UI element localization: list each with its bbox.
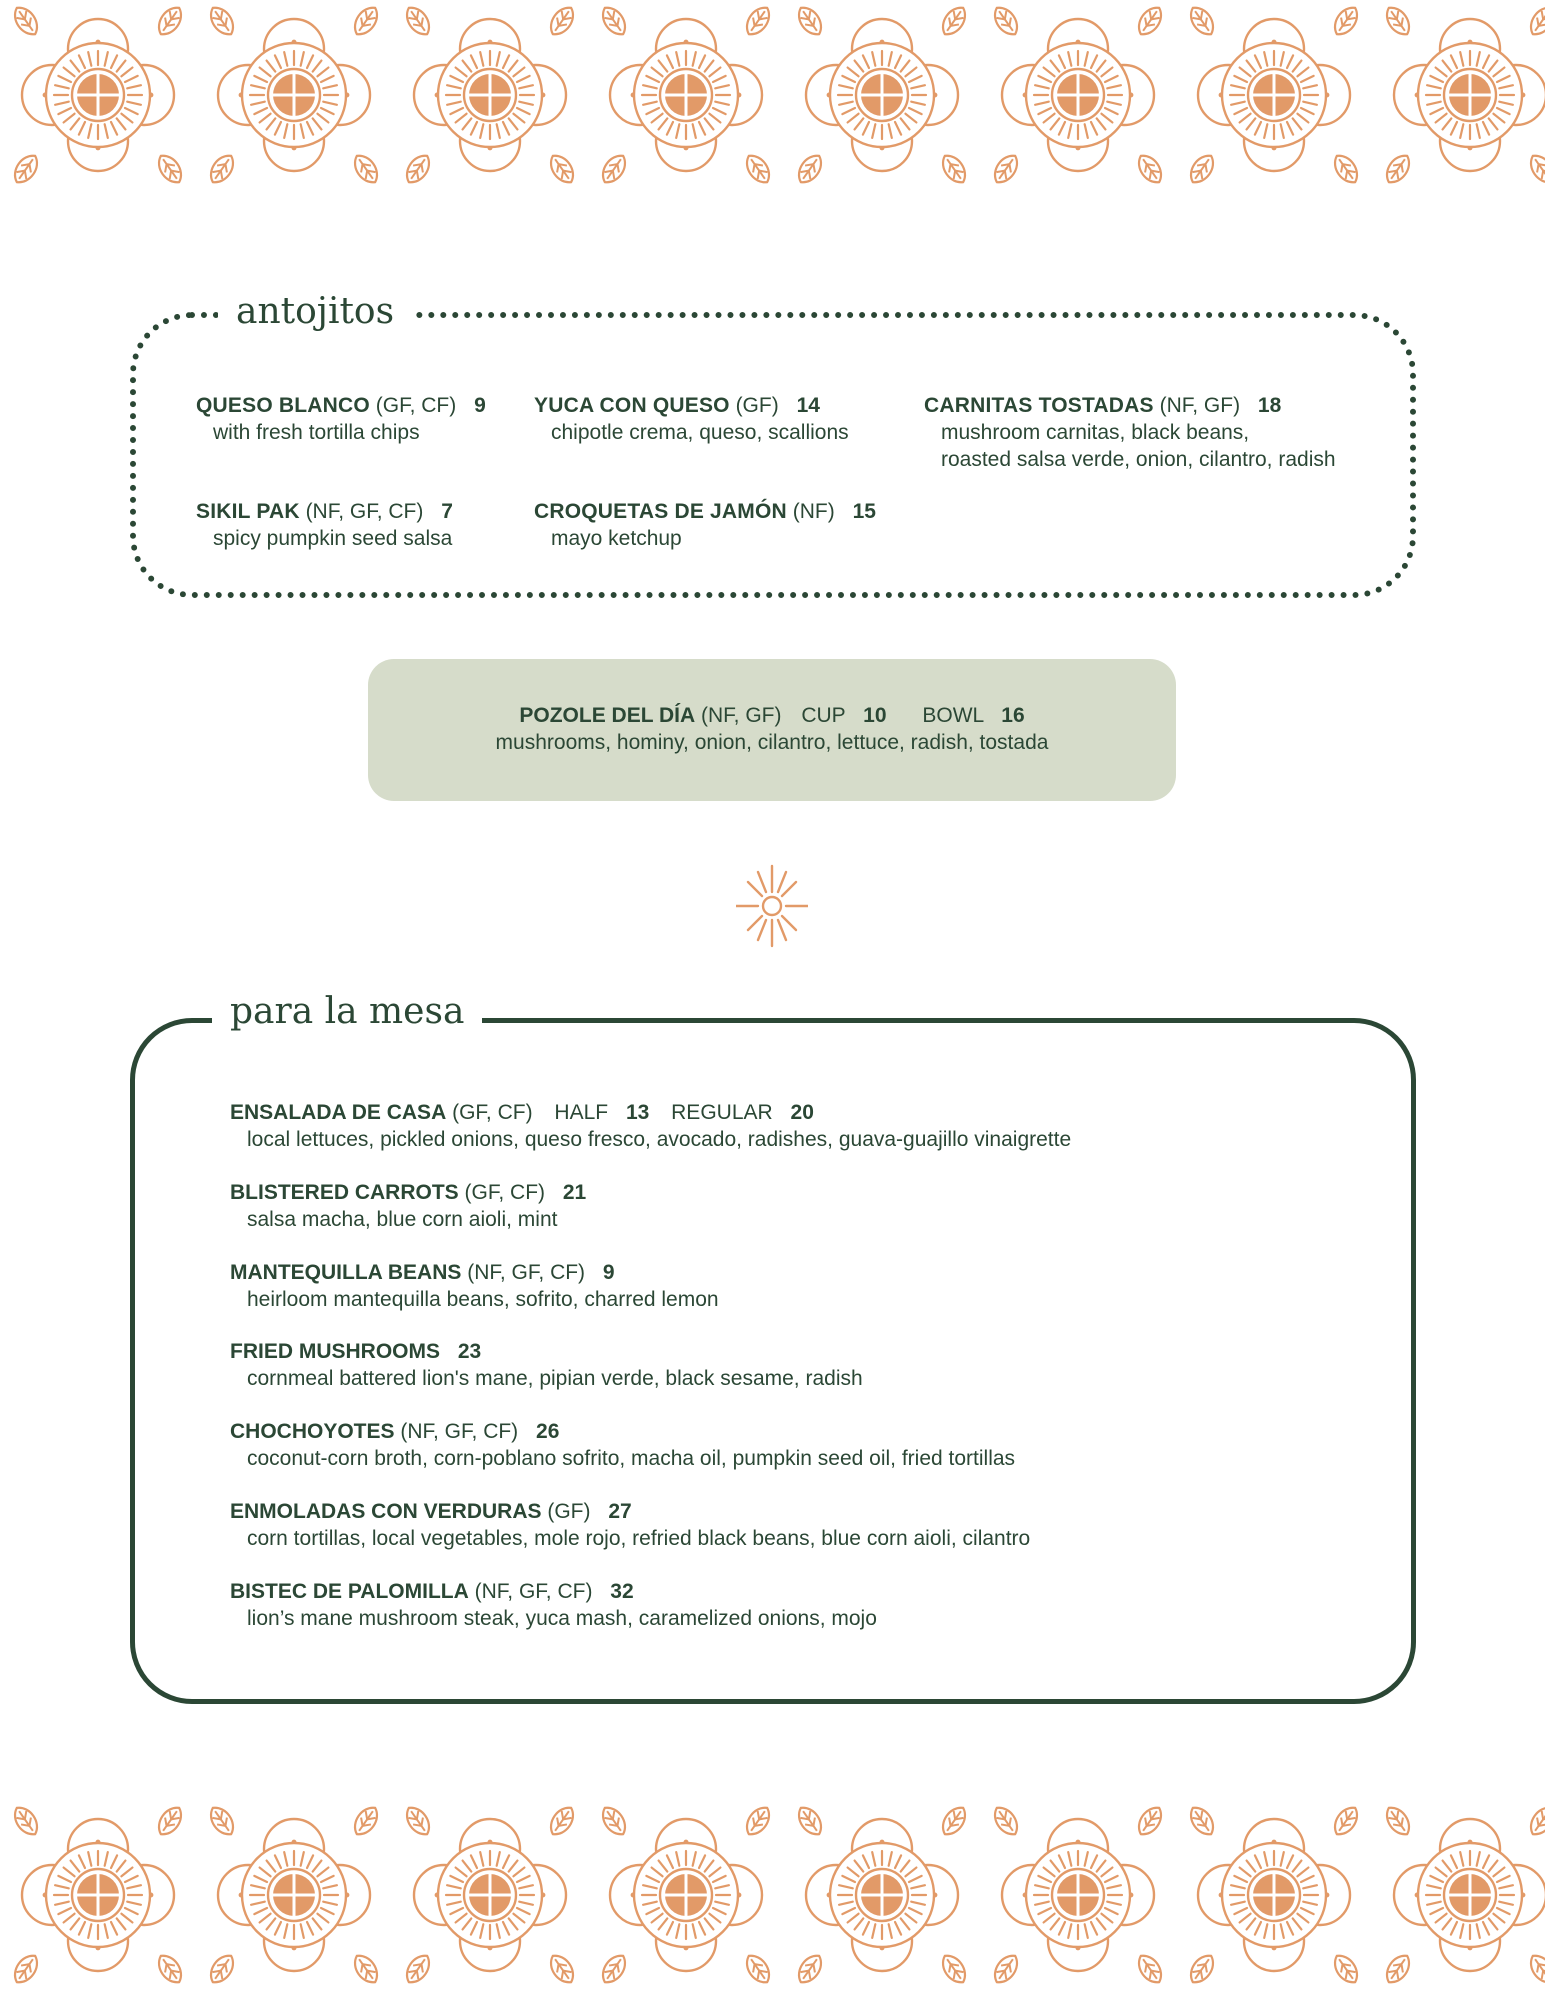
item-name: CHOCHOYOTES: [230, 1420, 395, 1443]
item-tags: (NF): [792, 500, 835, 523]
item-tags: (NF, GF, CF): [467, 1261, 586, 1284]
item-description: mayo ketchup: [551, 527, 682, 550]
menu-item-chochoyotes: [230, 1418, 1015, 1472]
menu-item-enmoladas-con-verduras: [230, 1498, 1030, 1552]
bowl-label: BOWL: [922, 704, 984, 727]
floral-tile: [205, 1803, 382, 1988]
item-tags: (GF): [735, 394, 779, 417]
item-tags: (GF): [547, 1500, 591, 1523]
item-tags: (NF, GF): [701, 704, 782, 727]
item-name: FRIED MUSHROOMS: [230, 1340, 440, 1363]
floral-tile: [9, 3, 186, 188]
item-description: roasted salsa verde, onion, cilantro, radish: [941, 448, 1336, 471]
item-description: mushroom carnitas, black beans,: [941, 421, 1250, 444]
item-name: CROQUETAS DE JAMÓN: [534, 500, 787, 523]
menu-item-mantequilla-beans: [230, 1259, 719, 1313]
menu-item-bistec-de-palomilla: [230, 1578, 877, 1632]
item-description: coconut-corn broth, corn-poblano sofrito, macha oil, pumpkin seed oil, fried tortillas: [247, 1447, 1016, 1470]
para-la-mesa-title: para la mesa: [212, 990, 482, 1034]
item-price: 15: [852, 500, 876, 523]
item-price: 21: [562, 1181, 587, 1204]
decorative-border-top: [0, 0, 1545, 190]
item-tags: (GF, CF): [464, 1181, 546, 1204]
half-price: 13: [625, 1101, 650, 1124]
menu-item-queso-blanco: [196, 392, 486, 446]
item-tags: (NF, GF, CF): [305, 500, 424, 523]
floral-tile: [1185, 1803, 1362, 1988]
item-price: 27: [608, 1500, 632, 1523]
item-description: local lettuces, pickled onions, queso fresco, avocado, radishes, guava-guajillo vinaigrette: [247, 1128, 1072, 1151]
regular-label: REGULAR: [671, 1101, 773, 1124]
item-price: 7: [441, 500, 453, 523]
menu-item-sikil-pak: [196, 498, 453, 552]
cup-label: CUP: [801, 704, 846, 727]
item-description: lion’s mane mushroom steak, yuca mash, caramelized onions, mojo: [247, 1607, 877, 1630]
item-description: cornmeal battered lion's mane, pipian verde, black sesame, radish: [247, 1367, 863, 1390]
item-name: SIKIL PAK: [196, 500, 300, 523]
item-name: BLISTERED CARROTS: [230, 1181, 459, 1204]
pozole-feature-card: [368, 659, 1176, 801]
floral-tile: [989, 3, 1166, 188]
item-name: MANTEQUILLA BEANS: [230, 1261, 462, 1284]
floral-tile: [9, 1803, 186, 1988]
floral-tile: [597, 1803, 774, 1988]
item-description: mushrooms, hominy, onion, cilantro, lettuce, radish, tostada: [495, 731, 1049, 754]
item-name: QUESO BLANCO: [196, 394, 370, 417]
item-name: ENSALADA DE CASA: [230, 1101, 447, 1124]
item-price: 32: [610, 1580, 634, 1603]
item-description: with fresh tortilla chips: [213, 421, 420, 444]
item-tags: (NF, GF): [1159, 394, 1241, 417]
decorative-border-bottom: [0, 1800, 1545, 1990]
floral-tile: [989, 1803, 1166, 1988]
menu-item-carnitas-tostadas: [924, 392, 1336, 473]
item-description: spicy pumpkin seed salsa: [213, 527, 453, 550]
item-name: BISTEC DE PALOMILLA: [230, 1580, 469, 1603]
item-price: 9: [474, 394, 486, 417]
floral-tile: [1381, 1803, 1545, 1988]
item-price: 14: [796, 394, 820, 417]
item-description: heirloom mantequilla beans, sofrito, charred lemon: [247, 1288, 719, 1311]
floral-tile: [793, 3, 970, 188]
floral-tile: [401, 3, 578, 188]
floral-tile: [205, 3, 382, 188]
floral-tile: [401, 1803, 578, 1988]
item-name: CARNITAS TOSTADAS: [924, 394, 1154, 417]
pozole-heading: [368, 702, 1176, 729]
cup-price: 10: [863, 704, 887, 727]
menu-item-ensalada-de-casa: [230, 1099, 1071, 1153]
item-price: 9: [602, 1261, 615, 1284]
item-price: 18: [1257, 394, 1282, 417]
menu-item-blistered-carrots: [230, 1179, 586, 1233]
menu-item-fried-mushrooms: [230, 1338, 863, 1392]
floral-tile: [793, 1803, 970, 1988]
item-description: corn tortillas, local vegetables, mole rojo, refried black beans, blue corn aioli, cilantro: [247, 1527, 1031, 1550]
item-tags: (NF, GF, CF): [400, 1420, 519, 1443]
item-tags: (NF, GF, CF): [474, 1580, 593, 1603]
bowl-price: 16: [1001, 704, 1025, 727]
floral-tile: [597, 3, 774, 188]
floral-tile: [1381, 3, 1545, 188]
item-price: 26: [536, 1420, 560, 1443]
item-name: POZOLE DEL DÍA: [519, 704, 696, 727]
sun-icon: [736, 864, 808, 948]
item-tags: (GF, CF): [452, 1101, 533, 1124]
regular-price: 20: [790, 1101, 814, 1124]
antojitos-title: antojitos: [218, 290, 412, 334]
item-description: chipotle crema, queso, scallions: [551, 421, 849, 444]
menu-item-croquetas-de-jamon: [534, 498, 876, 552]
item-tags: (GF, CF): [375, 394, 457, 417]
floral-tile: [1185, 3, 1362, 188]
item-name: YUCA CON QUESO: [534, 394, 730, 417]
menu-item-yuca-con-queso: [534, 392, 849, 446]
item-description: salsa macha, blue corn aioli, mint: [247, 1208, 558, 1231]
half-label: HALF: [554, 1101, 609, 1124]
item-name: ENMOLADAS CON VERDURAS: [230, 1500, 542, 1523]
item-price: 23: [457, 1340, 482, 1363]
